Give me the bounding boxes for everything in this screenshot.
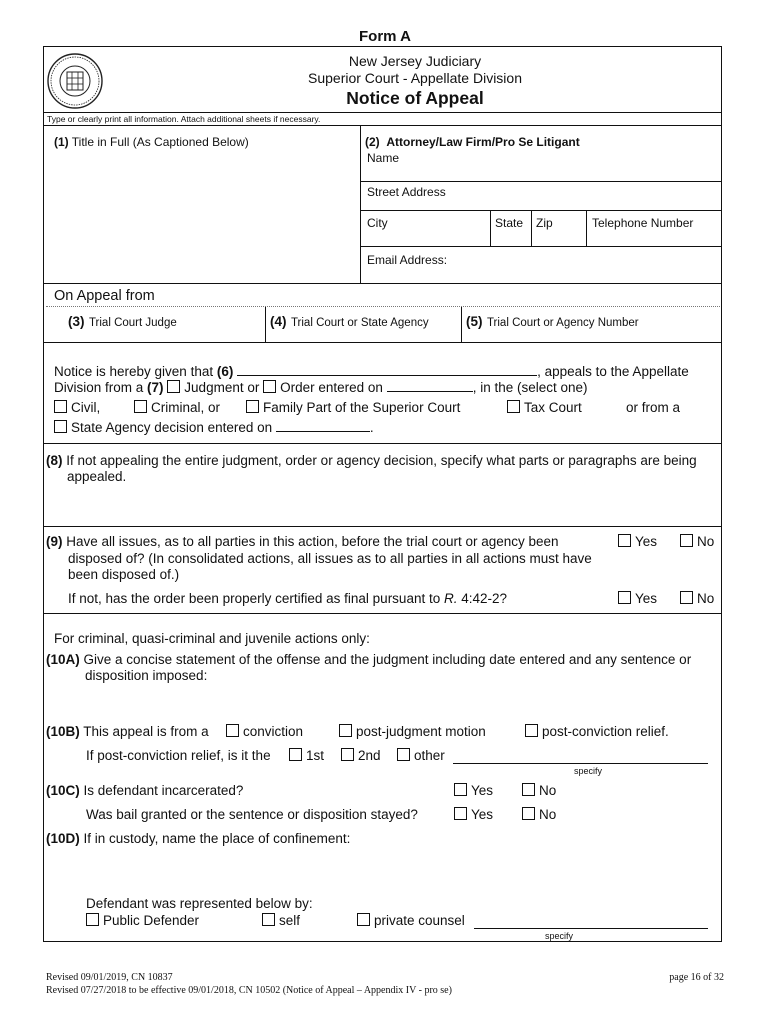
cert-yes-option[interactable]: Yes [618, 591, 657, 606]
section5-label: (5) Trial Court or Agency Number [466, 314, 639, 329]
section1-heading: (1) Title in Full (As Captioned Below) [54, 135, 249, 149]
form-title: Form A [359, 28, 411, 45]
order-date-field[interactable] [387, 391, 473, 392]
self-option[interactable]: self [262, 913, 300, 928]
tax-court-checkbox[interactable] [507, 400, 520, 413]
section4-label: (4) Trial Court or State Agency [270, 314, 429, 329]
second-option[interactable]: 2nd [341, 748, 381, 763]
post-conviction-checkbox[interactable] [525, 724, 538, 737]
incarcerated-no-checkbox[interactable] [522, 783, 535, 796]
pcr-question: If post-conviction relief, is it the [86, 748, 271, 763]
street-label: Street Address [367, 185, 446, 199]
city-label: City [367, 216, 388, 230]
incarcerated-yes-checkbox[interactable] [454, 783, 467, 796]
counsel-specify-field[interactable] [474, 928, 708, 929]
section8-text: (8) If not appealing the entire judgment, order or agency decision, specify what parts or paragraphs are being appealed. [46, 453, 697, 484]
instructions: Type or clearly print all information. Attach additional sheets if necessary. [47, 114, 321, 124]
conviction-checkbox[interactable] [226, 724, 239, 737]
criminal-intro: For criminal, quasi-criminal and juvenile actions only: [54, 631, 370, 646]
on-appeal-heading: On Appeal from [54, 288, 155, 304]
state-label: State [495, 216, 524, 230]
email-label: Email Address: [367, 253, 448, 267]
other-option[interactable]: other [397, 748, 445, 763]
post-conviction-option[interactable]: post-conviction relief. [525, 724, 669, 739]
state-agency-option[interactable]: State Agency decision entered on . [54, 420, 374, 435]
family-checkbox[interactable] [246, 400, 259, 413]
judgment-checkbox[interactable] [167, 380, 180, 393]
conviction-option[interactable]: conviction [226, 724, 303, 739]
family-option[interactable]: Family Part of the Superior Court [246, 400, 460, 415]
civil-option[interactable]: Civil, [54, 400, 100, 415]
section9-text: (9) Have all issues, as to all parties in this action, before the trial court or agency been disposed of? (In consolidated actions, all issues as to all parties in all actions must have been disposed of.) [46, 534, 592, 582]
incarcerated-yes-option[interactable]: Yes [454, 783, 493, 798]
notice-line2: Division from a (7) Judgment or Order entered on , in the (select one) [54, 380, 588, 395]
other-specify-caption: specify [574, 766, 603, 776]
s9-no-checkbox[interactable] [680, 534, 693, 547]
criminal-checkbox[interactable] [134, 400, 147, 413]
appellant-name-field[interactable] [237, 375, 537, 376]
section3-label: (3) Trial Court Judge [68, 314, 177, 329]
s9-yes-option[interactable]: Yes [618, 534, 657, 549]
court-seal [46, 52, 104, 110]
name-label: Name [367, 151, 400, 165]
bail-question: Was bail granted or the sentence or disposition stayed? [86, 807, 418, 822]
footer-revised2: Revised 07/27/2018 to be effective 09/01/2018, CN 10502 (Notice of Appeal – Appendix IV - pro se) [46, 985, 452, 996]
state-agency-checkbox[interactable] [54, 420, 67, 433]
order-checkbox[interactable] [263, 380, 276, 393]
page-number: page 16 of 32 [669, 972, 724, 983]
first-option[interactable]: 1st [289, 748, 324, 763]
cert-no-checkbox[interactable] [680, 591, 693, 604]
zip-label: Zip [536, 216, 553, 230]
cert-yes-checkbox[interactable] [618, 591, 631, 604]
section2-heading: (2) Attorney/Law Firm/Pro Se Litigant [365, 135, 580, 149]
bail-no-option[interactable]: No [522, 807, 556, 822]
cert-no-option[interactable]: No [680, 591, 714, 606]
represented-heading: Defendant was represented below by: [86, 896, 313, 911]
phone-label: Telephone Number [592, 216, 694, 230]
section10a-text: (10A) Give a concise statement of the offense and the judgment including date entered and any sentence or disposition imposed: [46, 652, 692, 683]
tax-court-option[interactable]: Tax Court [507, 400, 582, 415]
incarcerated-no-option[interactable]: No [522, 783, 556, 798]
bail-yes-option[interactable]: Yes [454, 807, 493, 822]
header-line1: New Jersey Judiciary [348, 53, 482, 69]
agency-date-field[interactable] [276, 431, 370, 432]
self-checkbox[interactable] [262, 913, 275, 926]
other-checkbox[interactable] [397, 748, 410, 761]
section10b-text: (10B) This appeal is from a [46, 724, 209, 739]
bail-no-checkbox[interactable] [522, 807, 535, 820]
s9-no-option[interactable]: No [680, 534, 714, 549]
section10c-text: (10C) Is defendant incarcerated? [46, 783, 244, 798]
public-defender-option[interactable]: Public Defender [86, 913, 199, 928]
criminal-option[interactable]: Criminal, or [134, 400, 220, 415]
public-defender-checkbox[interactable] [86, 913, 99, 926]
header-line2: Superior Court - Appellate Division [308, 70, 522, 86]
s9-yes-checkbox[interactable] [618, 534, 631, 547]
counsel-specify-caption: specify [545, 931, 574, 941]
page-title: Notice of Appeal [346, 88, 484, 108]
notice-line1: Notice is hereby given that (6) , appeals to the Appellate [54, 364, 689, 379]
certified-question: If not, has the order been properly certified as final pursuant to R. 4:42-2? [68, 591, 508, 606]
first-checkbox[interactable] [289, 748, 302, 761]
private-counsel-checkbox[interactable] [357, 913, 370, 926]
post-judgment-option[interactable]: post-judgment motion [339, 724, 486, 739]
other-specify-field[interactable] [453, 763, 708, 764]
second-checkbox[interactable] [341, 748, 354, 761]
bail-yes-checkbox[interactable] [454, 807, 467, 820]
private-counsel-option[interactable]: private counsel [357, 913, 465, 928]
or-from-a-text: or from a [626, 400, 681, 415]
footer-revised1: Revised 09/01/2019, CN 10837 [46, 972, 173, 983]
civil-checkbox[interactable] [54, 400, 67, 413]
section10d-text: (10D) If in custody, name the place of confinement: [46, 831, 351, 846]
post-judgment-checkbox[interactable] [339, 724, 352, 737]
